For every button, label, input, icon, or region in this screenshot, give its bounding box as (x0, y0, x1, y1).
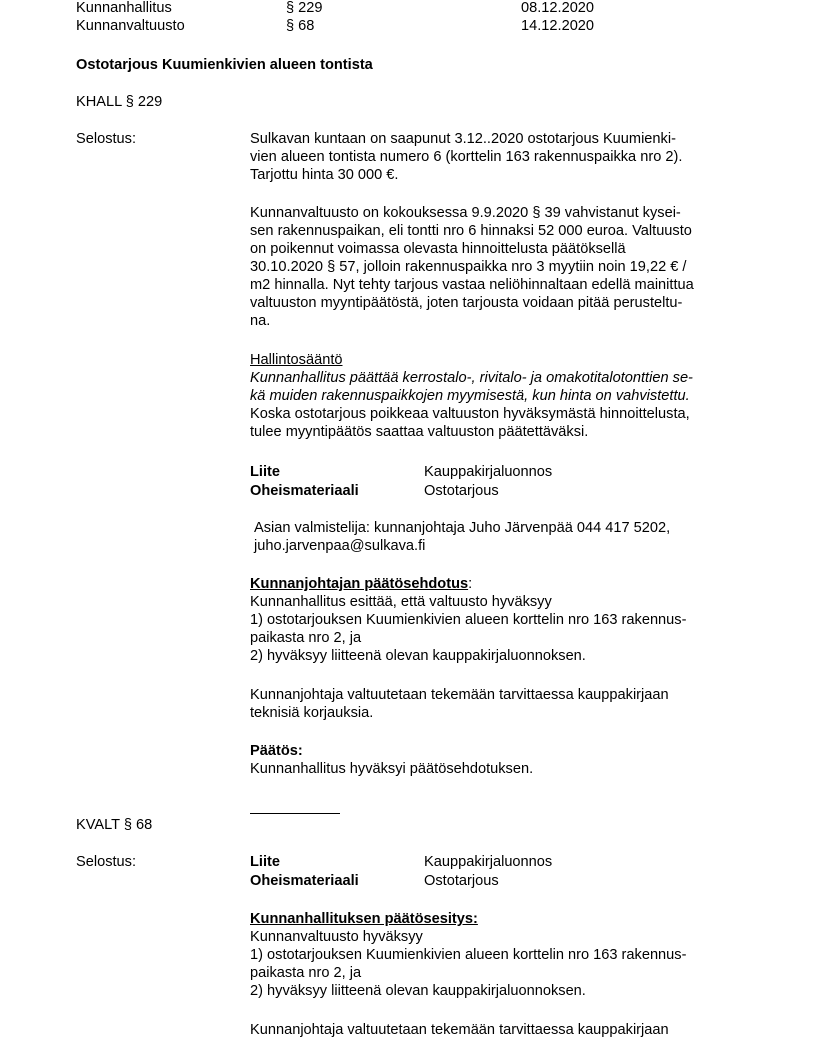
text-line: na. (250, 313, 271, 329)
ehdotus-colon: : (468, 576, 473, 592)
khall-paatos (250, 742, 750, 778)
khall-hallintosaanto (250, 351, 750, 441)
header-date: 08.12.2020 (521, 0, 595, 16)
header-body: Kunnanhallitus (76, 0, 172, 16)
text-line: 30.10.2020 § 57, jolloin rakennuspaikka nro 3 myytiin noin 19,22 € / (250, 259, 687, 275)
khall-paatosehdotus (250, 575, 750, 665)
section-divider (250, 813, 340, 814)
text-line: Sulkavan kuntaan on saapunut 3.12..2020 ostotarjous Kuumienki- (250, 131, 676, 147)
text-line: juho.jarvenpaa@sulkava.fi (254, 538, 426, 554)
text-line: Kunnanhallitus esittää, että valtuusto hyväksyy (250, 594, 552, 610)
text-line: sen rakennuspaikan, eli tontti nro 6 hinnaksi 52 000 euroa. Valtuusto (250, 223, 692, 239)
khall-valtuutus (250, 686, 750, 722)
text-line: teknisiä korjauksia. (250, 705, 374, 721)
kvalt-paatosesitys (250, 910, 750, 1000)
kvalt-liite-label: Liite (250, 854, 280, 870)
khall-paragraph-2 (250, 204, 750, 330)
text-line: 1) ostotarjouksen Kuumienkivien alueen korttelin nro 163 rakennus- (250, 612, 687, 628)
ehdotus-heading: Kunnanjohtajan päätösehdotus (250, 576, 469, 592)
liite-value: Kauppakirjaluonnos (424, 464, 553, 480)
khall-paragraph-1 (250, 130, 750, 184)
text-line: kä muiden rakennuspaikkojen myymisestä, kun hinta on vahvistettu. (250, 388, 690, 404)
kvalt-oheismateriaali-value: Ostotarjous (424, 873, 499, 889)
hallintosaanto-heading: Hallintosääntö (250, 352, 343, 368)
oheismateriaali-label: Oheismateriaali (250, 483, 359, 499)
liite-label: Liite (250, 464, 280, 480)
text-line: Kunnanjohtaja valtuutetaan tekemään tarvittaessa kauppakirjaan (250, 1022, 669, 1038)
text-line: vien alueen tontista numero 6 (korttelin 163 rakennuspaikka nro 2). (250, 149, 683, 165)
oheismateriaali-value: Ostotarjous (424, 483, 499, 499)
header-section: § 68 (286, 18, 315, 34)
text-line: Kunnanhallitus päättää kerrostalo-, rivitalo- ja omakotitalotonttien se- (250, 370, 693, 386)
text-line: 2) hyväksyy liitteenä olevan kauppakirjaluonnoksen. (250, 983, 586, 999)
khall-selostus-label: Selostus: (76, 131, 137, 147)
text-line: Koska ostotarjous poikkeaa valtuuston hyväksymästä hinnoittelusta, (250, 406, 690, 422)
text-line: Asian valmistelija: kunnanjohtaja Juho Järvenpää 044 417 5202, (254, 520, 671, 536)
text-line: 2) hyväksyy liitteenä olevan kauppakirjaluonnoksen. (250, 648, 586, 664)
header-row-kvalt (0, 17, 816, 35)
text-line: paikasta nro 2, ja (250, 630, 362, 646)
text-line: Kunnanvaltuusto on kokouksessa 9.9.2020 § 39 vahvistanut kysei- (250, 205, 681, 221)
esitys-heading: Kunnanhallituksen päätösesitys: (250, 911, 478, 927)
text-line: Tarjottu hinta 30 000 €. (250, 167, 399, 183)
header-row-khall (0, 0, 816, 17)
text-line: Kunnanvaltuusto hyväksyy (250, 929, 423, 945)
text-line: Kunnanjohtaja valtuutetaan tekemään tarvittaessa kauppakirjaan (250, 687, 669, 703)
header-section: § 229 (286, 0, 323, 16)
khall-reference: KHALL § 229 (76, 94, 163, 110)
kvalt-reference: KVALT § 68 (76, 817, 153, 833)
text-line: 1) ostotarjouksen Kuumienkivien alueen korttelin nro 163 rakennus- (250, 947, 687, 963)
text-line: tulee myyntipäätös saattaa valtuuston päätettäväksi. (250, 424, 589, 440)
kvalt-oheismateriaali-label: Oheismateriaali (250, 873, 359, 889)
text-line: valtuuston myyntipäätöstä, joten tarjousta voidaan pitää perusteltu- (250, 295, 683, 311)
header-body: Kunnanvaltuusto (76, 18, 185, 34)
kvalt-liite-value: Kauppakirjaluonnos (424, 854, 553, 870)
valmistelija-info (254, 519, 754, 555)
text-line: paikasta nro 2, ja (250, 965, 362, 981)
text-line: Kunnanhallitus hyväksyi päätösehdotuksen. (250, 761, 534, 777)
header-date: 14.12.2020 (521, 18, 595, 34)
paatos-heading: Päätös: (250, 743, 303, 759)
kvalt-selostus-label: Selostus: (76, 854, 137, 870)
text-line: m2 hinnalla. Nyt tehty tarjous vastaa neliöhinnaltaan edellä mainittua (250, 277, 694, 293)
document-title: Ostotarjous Kuumienkivien alueen tontista (76, 57, 373, 73)
kvalt-valtuutus (250, 1021, 750, 1039)
text-line: on poikennut voimassa olevasta hinnoittelusta päätöksellä (250, 241, 626, 257)
